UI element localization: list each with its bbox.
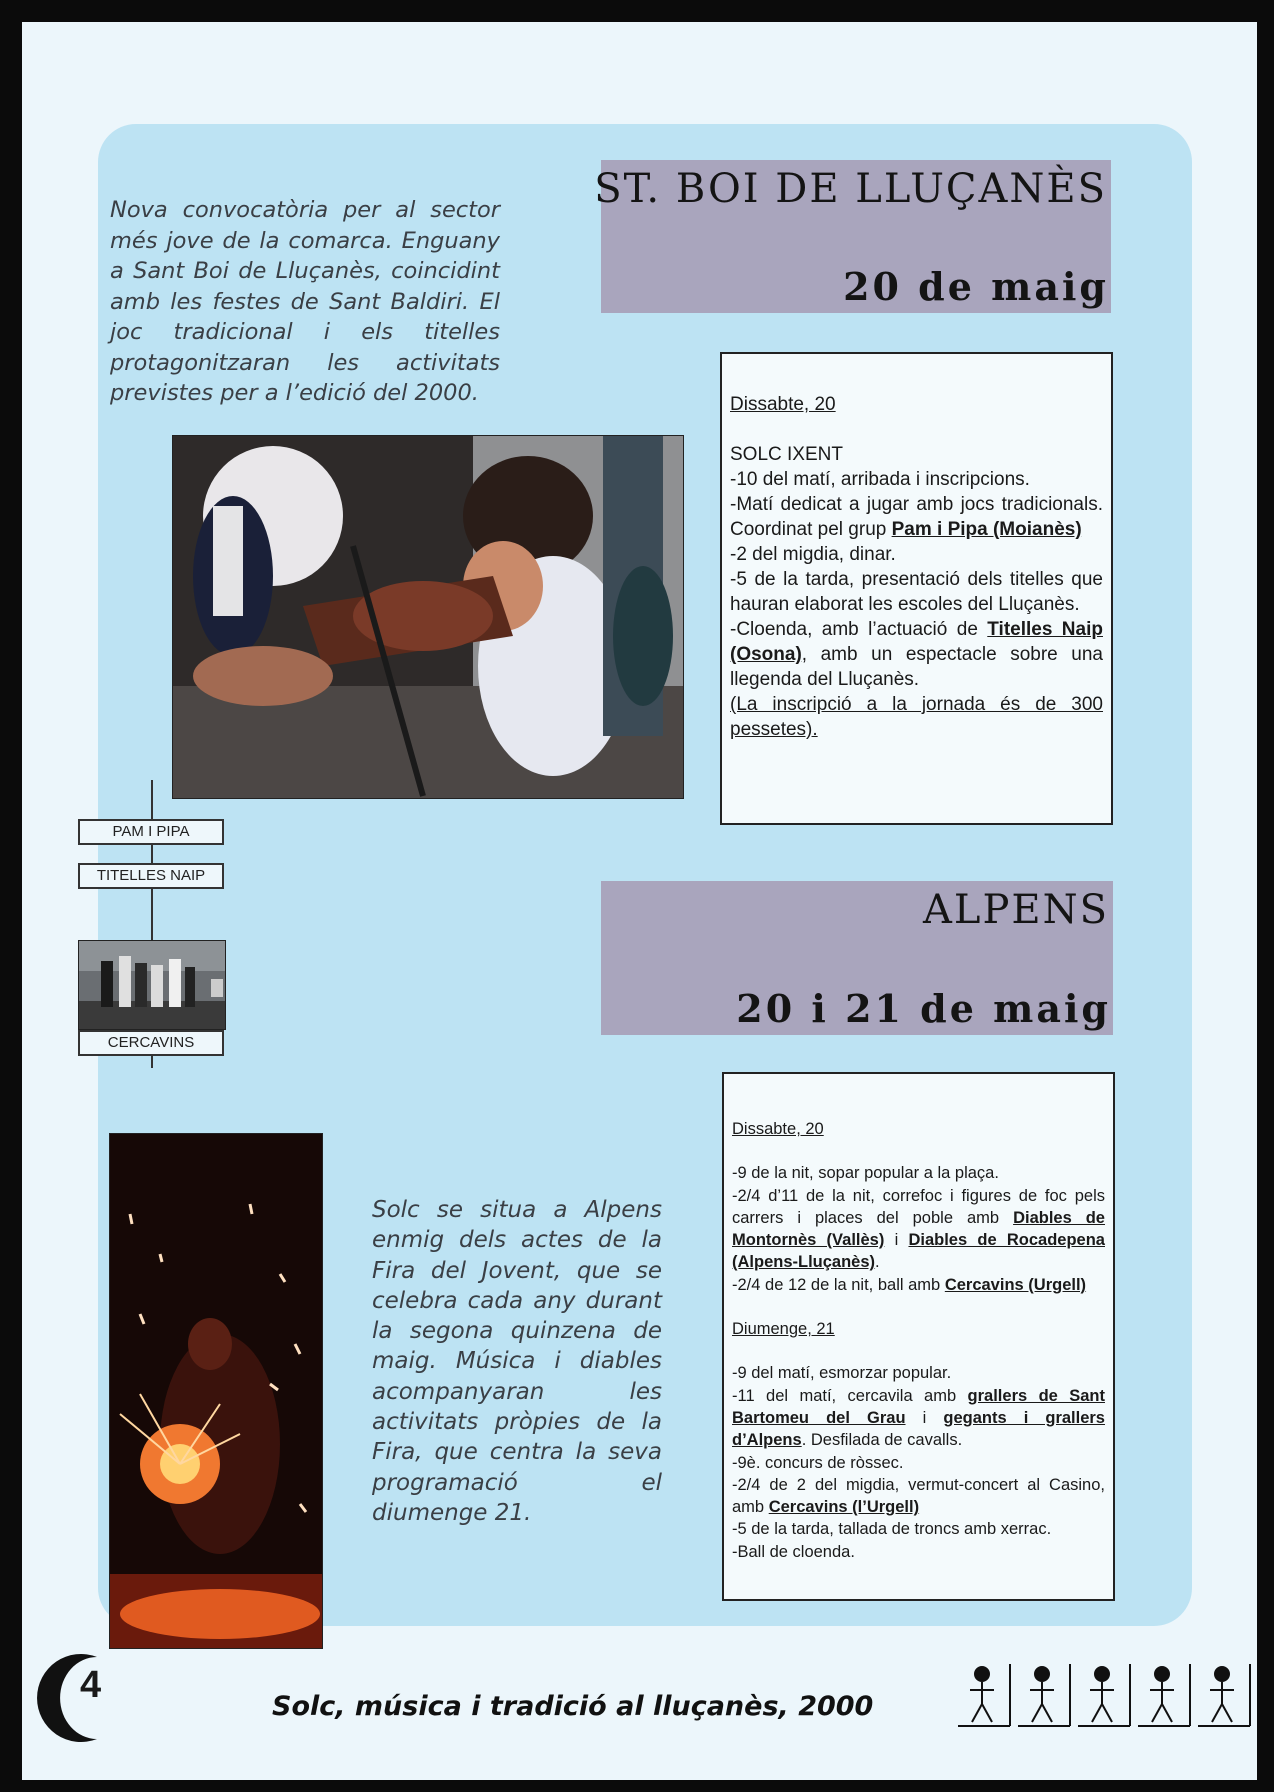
- schedule-item: -Matí dedicat a jugar amb jocs tradicionals. Coordinat pel grup Pam i Pipa (Moianès): [730, 494, 1103, 540]
- schedule-item: -Cloenda, amb l’actuació de Titelles Naip (Osona), amb un espectacle sobre una llegenda del Lluçanès.: [730, 619, 1103, 690]
- schedule-item: -9è. concurs de ròssec.: [732, 1453, 904, 1472]
- group-link-gegants-alpens[interactable]: gegants i grallers d’Alpens: [732, 1408, 1105, 1450]
- schedule-item: -5 de la tarda, tallada de troncs amb xerrac.: [732, 1520, 1052, 1539]
- divider-line: [151, 889, 153, 941]
- banner-place: ALPENS: [923, 887, 1109, 933]
- schedule-item: -11 del matí, cercavila amb grallers de Sant Bartomeu del Grau i gegants i grallers d’Alpens. Desfilada de cavalls.: [732, 1386, 1105, 1450]
- schedule-item: -9 del matí, esmorzar popular.: [732, 1364, 952, 1383]
- tag-pam-i-pipa: PAM I PIPA: [78, 819, 224, 845]
- divider-line: [151, 845, 153, 863]
- tag-titelles-naip: TITELLES NAIP: [78, 863, 224, 889]
- group-link-pam-i-pipa[interactable]: Pam i Pipa (Moianès): [891, 519, 1082, 540]
- schedule-item: -2/4 d’11 de la nit, correfoc i figures de foc pels carrers i places del poble amb Diables de Montornès (Vallès) i Diables de Rocadepena (Alpens-Lluçanès).: [732, 1186, 1105, 1272]
- group-link-cercavins-urgell[interactable]: Cercavins (l’Urgell): [768, 1498, 920, 1517]
- correfoc-photo: [109, 1133, 323, 1649]
- schedule-day: Dissabte, 20: [732, 1120, 824, 1138]
- schedule-day: Dissabte, 20: [730, 394, 836, 415]
- crescent-moon-icon: [35, 1653, 115, 1743]
- schedule-item: -2 del migdia, dinar.: [730, 544, 896, 565]
- event-banner-alpens: [601, 881, 1113, 1035]
- schedule-item: -5 de la tarda, presentació dels titelles que hauran elaborat les escoles del Lluçanès.: [730, 569, 1103, 615]
- group-link-cercavins[interactable]: Cercavins (Urgell): [944, 1275, 1087, 1294]
- group-link-diables-montornes[interactable]: Diables de Montornès (Vallès): [732, 1208, 1105, 1250]
- dancer-figures-icon: [956, 1660, 1256, 1728]
- footer-title: Solc, música i tradició al lluçanès, 2000: [272, 1691, 874, 1722]
- schedule-box-st-boi: [720, 352, 1113, 825]
- group-link-titelles-naip[interactable]: Titelles Naip (Osona): [730, 619, 1103, 665]
- intro-text: Nova convocatòria per al sector més jove de la comarca. Enguany a Sant Boi de Lluçanès, coincidint amb les festes de Sant Baldiri. El joc tradicional i els titelles protagonitzaran les activitats previstes per a l’edició del 2000.: [110, 197, 500, 406]
- schedule-title: SOLC IXENT: [730, 444, 843, 465]
- schedule-item: -10 del matí, arribada i inscripcions.: [730, 469, 1030, 490]
- intro-text-alpens: Solc se situa a Alpens enmig dels actes de la Fira del Jovent, que se celebra cada any durant la segona quinzena de maig. Música i diables acompanyaran les activitats pròpies de la Fira, que centra la seva programació el diumenge 21.: [372, 1197, 662, 1526]
- cercavins-thumbnail: [78, 940, 226, 1030]
- schedule-item: -2/4 de 2 del migdia, vermut-concert al Casino, amb Cercavins (l’Urgell): [732, 1475, 1105, 1517]
- violin-children-photo: [172, 435, 684, 799]
- banner-date: 20 de maig: [843, 264, 1109, 309]
- divider-line: [151, 1056, 153, 1068]
- schedule-item: -2/4 de 12 de la nit, ball amb Cercavins (Urgell): [732, 1275, 1087, 1294]
- tag-cercavins: CERCAVINS: [78, 1030, 224, 1056]
- schedule-note: (La inscripció a la jornada és de 300 pessetes).: [730, 694, 1103, 740]
- group-link-grallers-sant-bartomeu[interactable]: grallers de Sant Bartomeu del Grau: [732, 1386, 1105, 1427]
- banner-place: ST. BOI DE LLUÇANÈS: [594, 166, 1107, 212]
- schedule-item: -9 de la nit, sopar popular a la plaça.: [732, 1164, 999, 1183]
- divider-line: [151, 780, 153, 820]
- schedule-box-alpens: [722, 1072, 1115, 1601]
- schedule-item: -Ball de cloenda.: [732, 1542, 855, 1561]
- page-number: 4: [80, 1664, 102, 1706]
- schedule-day: Diumenge, 21: [732, 1320, 835, 1339]
- event-banner-st-boi: [594, 160, 1111, 313]
- group-link-diables-rocadepena[interactable]: Diables de Rocadepena (Alpens-Lluçanès): [732, 1231, 1105, 1272]
- banner-date: 20 i 21 de maig: [736, 986, 1111, 1031]
